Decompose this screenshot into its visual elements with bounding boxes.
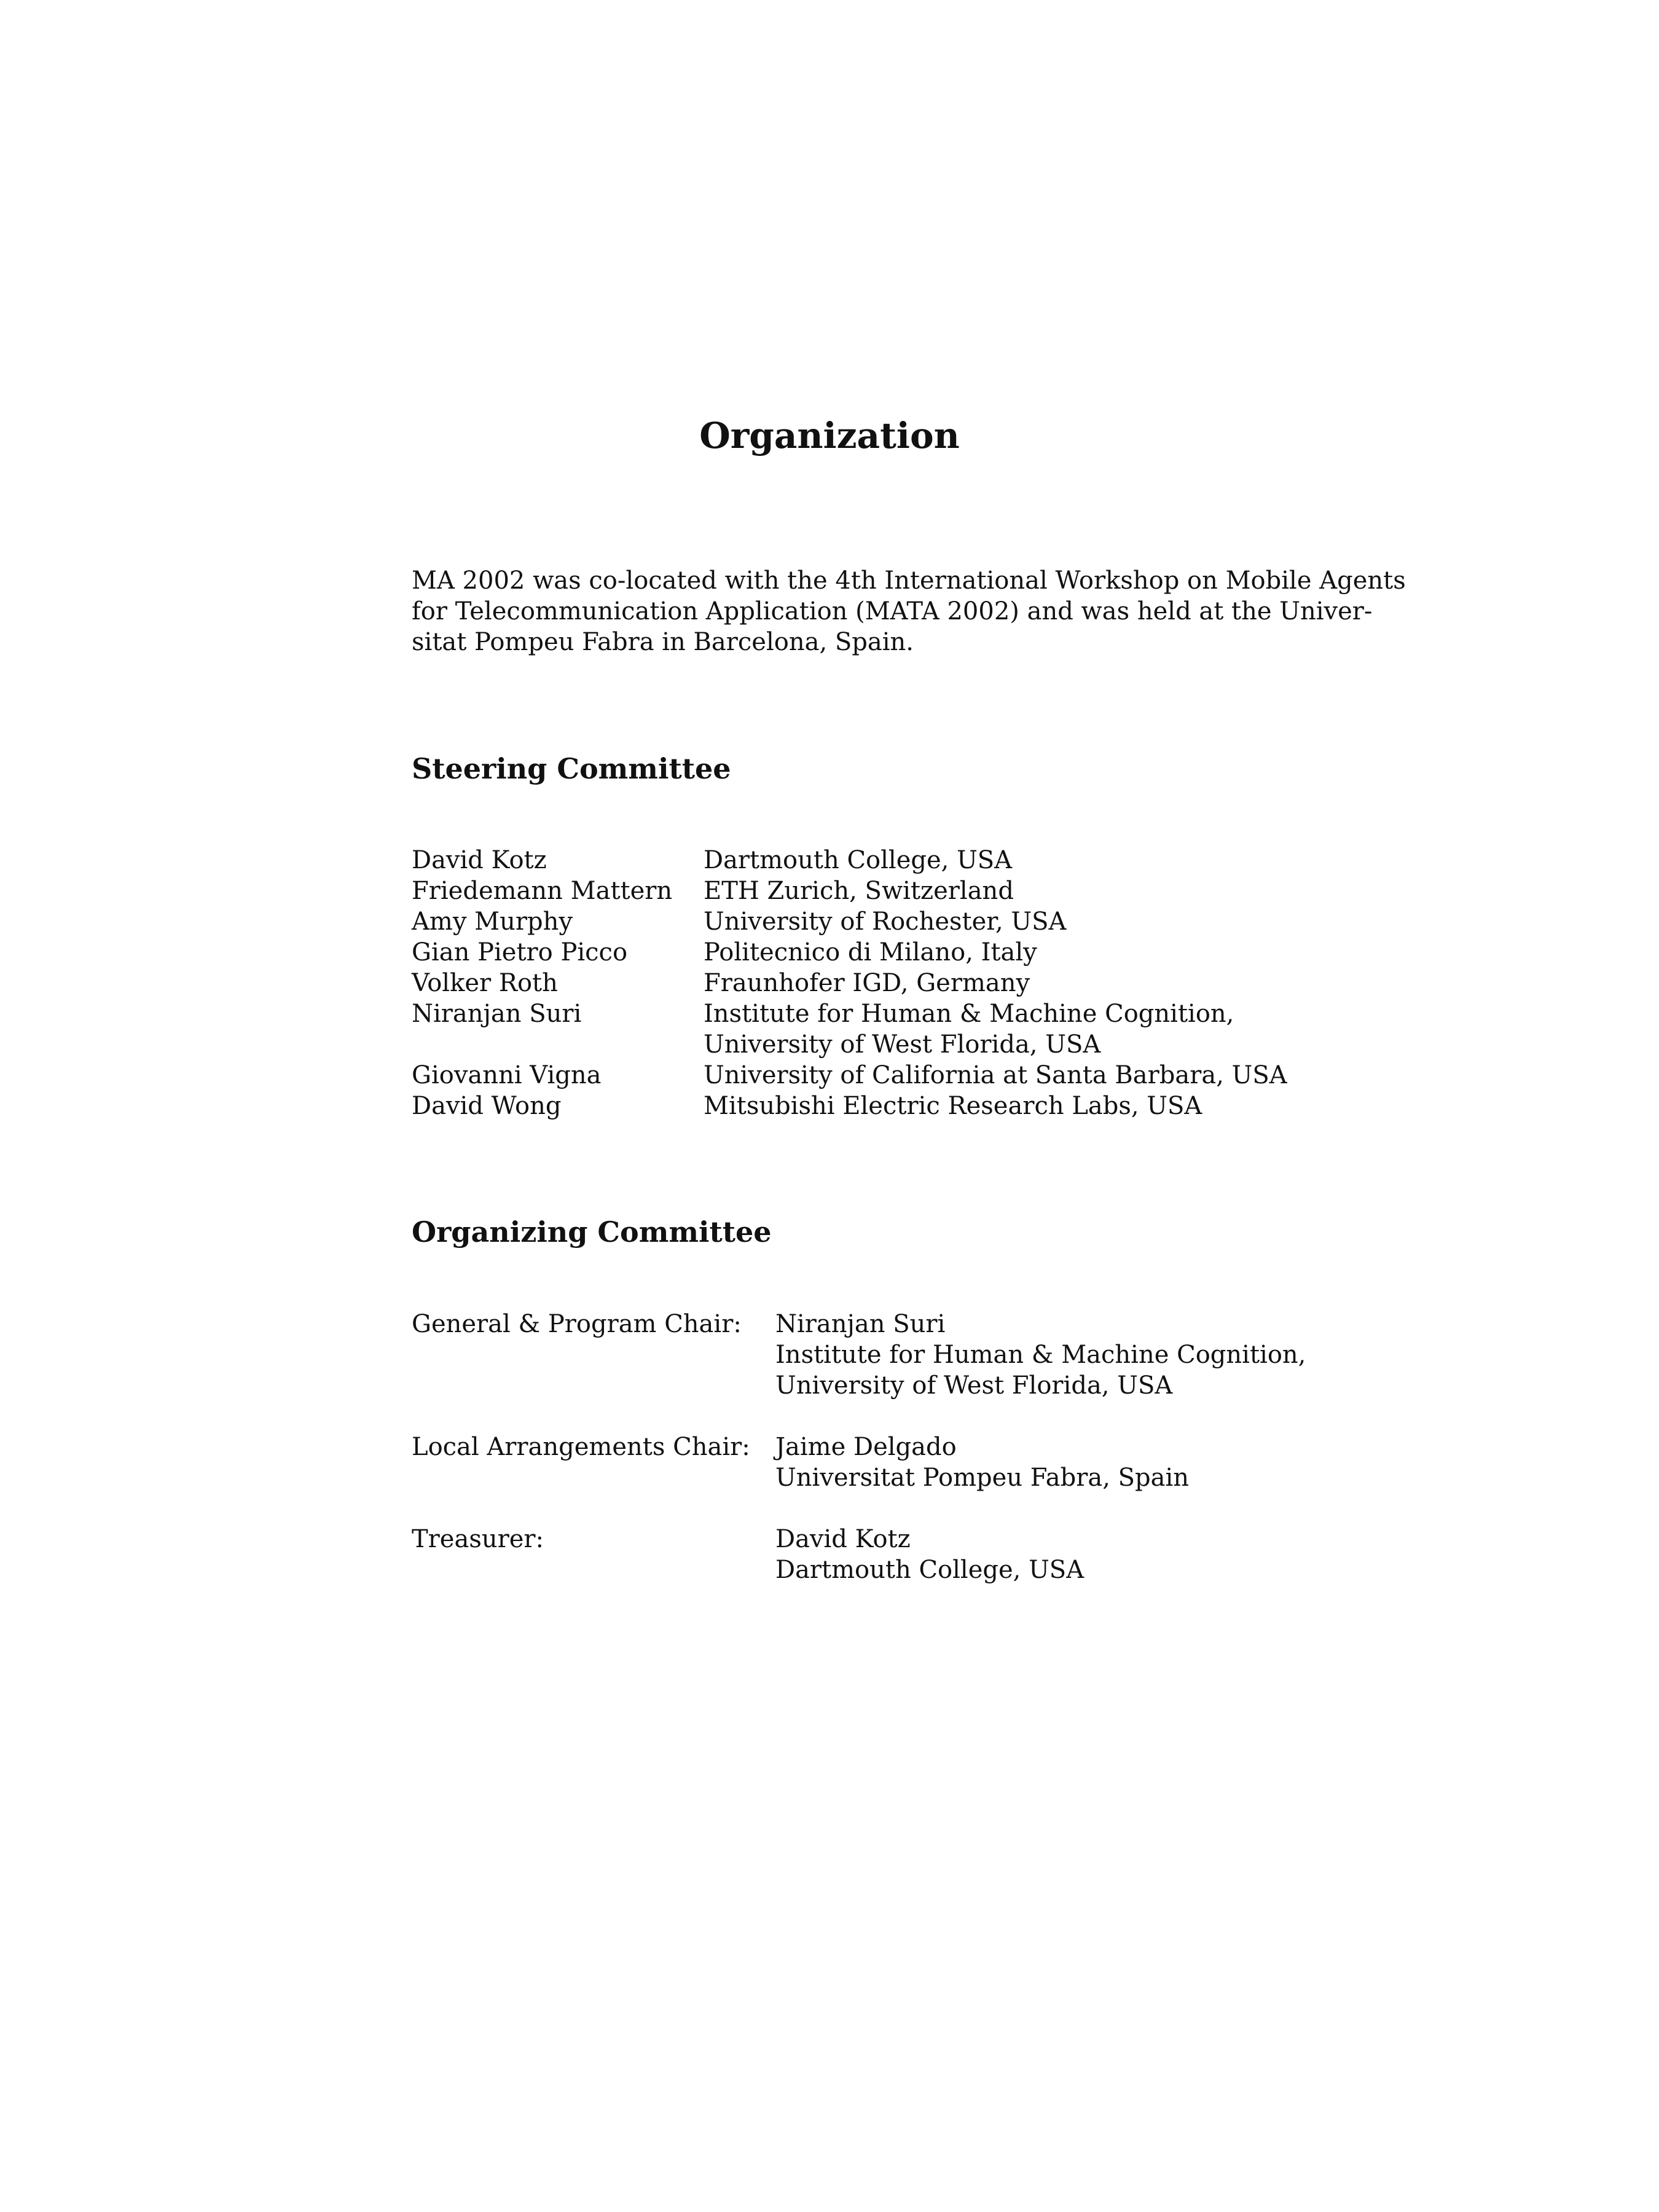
page-title: Organization	[699, 415, 960, 457]
steering-member-row	[412, 1091, 1287, 1121]
affiliation-line: Institute for Human & Machine Cognition,	[704, 1000, 1234, 1028]
affiliation-line: Fraunhofer IGD, Germany	[704, 969, 1030, 997]
role-person	[775, 1432, 1189, 1493]
affiliation-line: University of West Florida, USA	[704, 1030, 1101, 1059]
role-title: General & Program Chair:	[412, 1310, 742, 1338]
member-name: Giovanni Vigna	[412, 1061, 602, 1089]
member-name: Amy Murphy	[412, 908, 573, 936]
role-title: Treasurer:	[412, 1525, 544, 1553]
member-affiliation	[704, 1091, 1202, 1121]
member-name: David Kotz	[412, 846, 547, 874]
steering-member-row	[412, 906, 1287, 937]
steering-member-row	[412, 998, 1287, 1060]
steering-member-row	[412, 1060, 1287, 1091]
member-affiliation	[704, 1060, 1287, 1091]
organizing-role-block	[412, 1524, 1084, 1585]
affiliation-line: University of California at Santa Barbara, USA	[704, 1061, 1287, 1089]
organizing-committee-heading: Organizing Committee	[412, 1215, 772, 1249]
member-name: Friedemann Mattern	[412, 877, 673, 905]
affiliation-line: Dartmouth College, USA	[704, 846, 1013, 874]
person-line: Universitat Pompeu Fabra, Spain	[775, 1464, 1190, 1492]
person-line: Jaime Delgado	[775, 1433, 957, 1461]
intro-line: for Telecommunication Application (MATA 2002) and was held at the Univer-	[412, 597, 1373, 626]
member-affiliation	[704, 845, 1012, 876]
steering-member-row	[412, 968, 1287, 998]
affiliation-line: Politecnico di Milano, Italy	[704, 938, 1037, 967]
steering-member-row	[412, 845, 1287, 876]
member-affiliation	[704, 968, 1030, 998]
member-affiliation	[704, 998, 1234, 1060]
member-affiliation	[704, 906, 1066, 937]
intro-paragraph	[412, 565, 1406, 657]
person-line: University of West Florida, USA	[775, 1371, 1173, 1400]
person-line: Institute for Human & Machine Cognition,	[775, 1341, 1306, 1369]
organizing-role-block	[412, 1432, 1189, 1493]
steering-committee-heading: Steering Committee	[412, 752, 731, 785]
role-person	[775, 1309, 1306, 1401]
steering-member-row	[412, 937, 1287, 968]
affiliation-line: Mitsubishi Electric Research Labs, USA	[704, 1092, 1202, 1120]
affiliation-line: University of Rochester, USA	[704, 908, 1067, 936]
member-affiliation	[704, 937, 1037, 968]
intro-line: sitat Pompeu Fabra in Barcelona, Spain.	[412, 628, 914, 656]
member-affiliation	[704, 876, 1014, 906]
member-name: Volker Roth	[412, 969, 558, 997]
intro-line: MA 2002 was co-located with the 4th International Workshop on Mobile Agents	[412, 567, 1406, 595]
affiliation-line: ETH Zurich, Switzerland	[704, 877, 1014, 905]
member-name: David Wong	[412, 1092, 562, 1120]
person-line: Niranjan Suri	[775, 1310, 946, 1338]
member-name: Gian Pietro Picco	[412, 938, 628, 967]
person-line: David Kotz	[775, 1525, 911, 1553]
person-line: Dartmouth College, USA	[775, 1556, 1084, 1584]
steering-member-row	[412, 876, 1287, 906]
role-person	[775, 1524, 1084, 1585]
member-name: Niranjan Suri	[412, 1000, 582, 1028]
organizing-role-block	[412, 1309, 1306, 1401]
role-title: Local Arrangements Chair:	[412, 1433, 750, 1461]
steering-committee-list	[412, 845, 1287, 1121]
